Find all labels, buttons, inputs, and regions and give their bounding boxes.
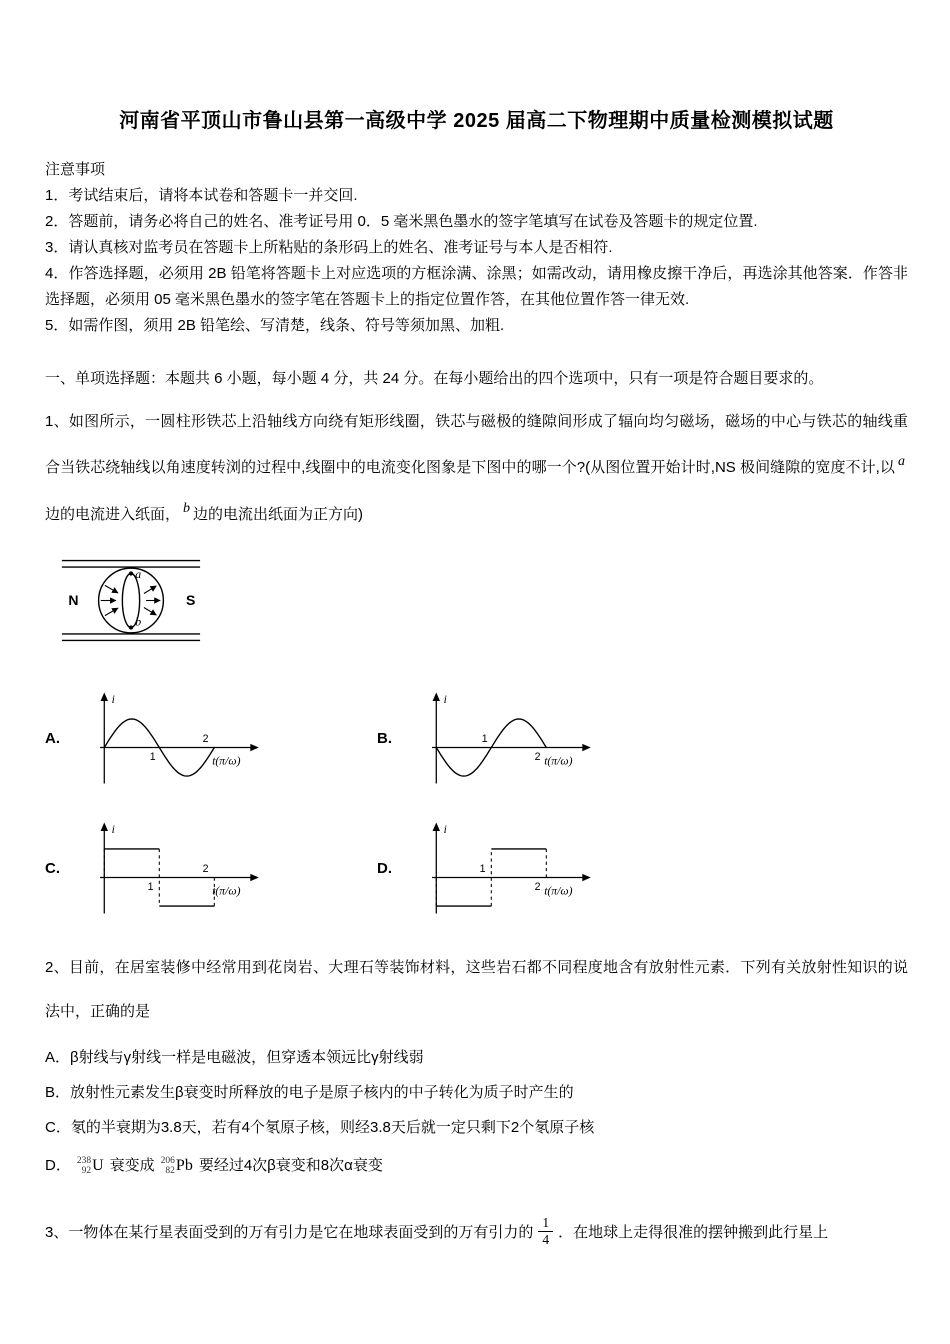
- variable-a: a: [898, 454, 905, 469]
- nuclide-uranium-238: [77, 1145, 104, 1187]
- svg-text:1: 1: [147, 881, 154, 894]
- svg-text:i: i: [443, 693, 447, 707]
- notice-item: 3．请认真核对监考员在答题卡上所粘贴的条形码上的姓名、准考证号与本人是否相符.: [45, 239, 613, 256]
- svg-text:i: i: [111, 823, 115, 837]
- q2-option-d: [45, 1145, 908, 1187]
- q2-option-d-mid: 衰变成: [109, 1157, 155, 1174]
- svg-text:2: 2: [534, 751, 541, 764]
- nuclide-mass-number: 238: [76, 1156, 92, 1166]
- radial-field-arrows: [101, 585, 160, 615]
- svg-text:2: 2: [202, 733, 209, 746]
- question-1-text: [45, 399, 908, 539]
- svg-text:2: 2: [534, 881, 541, 894]
- q2-option-a: A．β射线与γ射线一样是电磁波，但穿透本领远比γ射线弱: [45, 1049, 424, 1066]
- svg-text:t(π/ω): t(π/ω): [212, 754, 241, 768]
- notice-item: 5．如需作图，须用 2B 铅笔绘、写清楚，线条、符号等须加黑、加粗.: [45, 317, 505, 334]
- q2-option-c: C．氡的半衰期为3.8天，若有4个氡原子核，则经3.8天后就一定只剩下2个氡原子核: [45, 1119, 595, 1136]
- question-2-text: 2、目前，在居室装修中经常用到花岗岩、大理石等装饰材料，这些岩石都不同程度地含有放射性元素．下列有关放射性知识的说法中，正确的是: [45, 959, 908, 1020]
- pole-s-label: S: [186, 591, 196, 608]
- option-d-cell: [377, 816, 709, 920]
- option-c-label: C.: [45, 859, 60, 877]
- section-heading: 一、单项选择题：本题共 6 小题，每小题 4 分，共 24 分。在每小题给出的四个选项中，只有一项是符合题目要求的。: [45, 370, 824, 387]
- option-b-cell: [377, 686, 709, 790]
- option-b-current-graph: [413, 686, 595, 790]
- option-d-label: D.: [377, 859, 392, 877]
- page-title: 河南省平顶山市鲁山县第一高级中学 2025 届高二下物理期中质量检测模拟试题: [119, 110, 834, 132]
- q1-generator-diagram: [55, 553, 207, 648]
- option-b-label: B.: [377, 729, 392, 747]
- svg-text:t(π/ω): t(π/ω): [212, 884, 241, 898]
- question-3-text: [45, 1215, 908, 1248]
- nuclide-atomic-number: 92: [81, 1166, 92, 1176]
- nuclide-atomic-number: 82: [165, 1166, 175, 1176]
- fraction-numerator: 1: [538, 1215, 553, 1232]
- svg-text:1: 1: [481, 733, 488, 746]
- options-row-cd: [45, 816, 908, 920]
- wire-a-dot: [129, 571, 133, 575]
- option-c-cell: [45, 816, 377, 920]
- svg-text:i: i: [111, 693, 115, 707]
- option-d-current-graph: [413, 816, 595, 920]
- nuclide-symbol: Pb: [175, 1157, 193, 1174]
- pole-n-label: N: [68, 591, 79, 608]
- svg-text:2: 2: [202, 863, 209, 876]
- wire-b-dot: [129, 625, 133, 629]
- notice-heading: 注意事项: [45, 161, 106, 178]
- notice-item: 1．考试结束后，请将本试卷和答题卡一并交回.: [45, 187, 358, 204]
- q3-text-pre: 3、一物体在某行星表面受到的万有引力是它在地球表面受到的万有引力的: [45, 1224, 534, 1241]
- option-c-current-graph: [81, 816, 263, 920]
- nuclide-mass-number: 206: [160, 1156, 175, 1166]
- option-a-current-graph: [81, 686, 263, 790]
- svg-text:t(π/ω): t(π/ω): [544, 884, 573, 898]
- q2-option-d-suffix: 要经过4次β衰变和8次α衰变: [198, 1157, 383, 1174]
- svg-text:1: 1: [149, 751, 156, 764]
- variable-b: b: [183, 501, 191, 516]
- q1-figure-container: [55, 553, 908, 652]
- q1-text-main: 1、如图所示，一圆柱形铁芯上沿轴线方向绕有矩形线圈，铁芯与磁极的缝隙间形成了辐向均匀磁场，磁场的中心与铁芯的轴线重合当铁芯绕轴线以角速度转浏的过程中,线圈中的电流变化图象是下图中的哪一个?(从图位置开始计时,NS 极间缝隙的宽度不计,以: [45, 413, 908, 476]
- svg-text:i: i: [443, 823, 447, 837]
- question-2-options: [45, 1040, 908, 1187]
- notice-section: [45, 157, 908, 339]
- option-a-label: A.: [45, 729, 60, 747]
- nuclide-lead-206: [161, 1145, 193, 1187]
- svg-text:1: 1: [479, 863, 486, 876]
- fraction-one-fourth: [538, 1215, 553, 1248]
- q1-text-mid: 边的电流进入纸面，: [45, 506, 181, 523]
- wire-b-label: b: [135, 614, 142, 629]
- notice-item: 4．作答选择题，必须用 2B 铅笔将答题卡上对应选项的方框涂满、涂黑；如需改动，请用橡皮擦干净后，再选涂其他答案．作答非选择题，必须用 05 毫米黑色墨水的签字笔在答题卡上的指定位置作答，在其他位置作答一律无效.: [45, 265, 908, 308]
- option-a-cell: [45, 686, 377, 790]
- notice-item: 2．答题前，请务必将自己的姓名、准考证号用 0．5 毫米黑色墨水的签字笔填写在试卷及答题卡的规定位置.: [45, 213, 758, 230]
- q2-option-d-prefix: D．: [45, 1157, 71, 1174]
- wire-a-label: a: [135, 566, 142, 581]
- q1-text-end: 边的电流出纸面为正方向): [193, 506, 364, 523]
- nuclide-symbol: U: [92, 1157, 104, 1174]
- fraction-denominator: 4: [542, 1232, 550, 1247]
- svg-text:t(π/ω): t(π/ω): [544, 754, 573, 768]
- q2-option-b: B．放射性元素发生β衰变时所释放的电子是原子核内的中子转化为质子时产生的: [45, 1084, 574, 1101]
- q3-text-post: ．在地球上走得很准的摆钟搬到此行星上: [558, 1224, 829, 1241]
- options-row-ab: [45, 686, 908, 790]
